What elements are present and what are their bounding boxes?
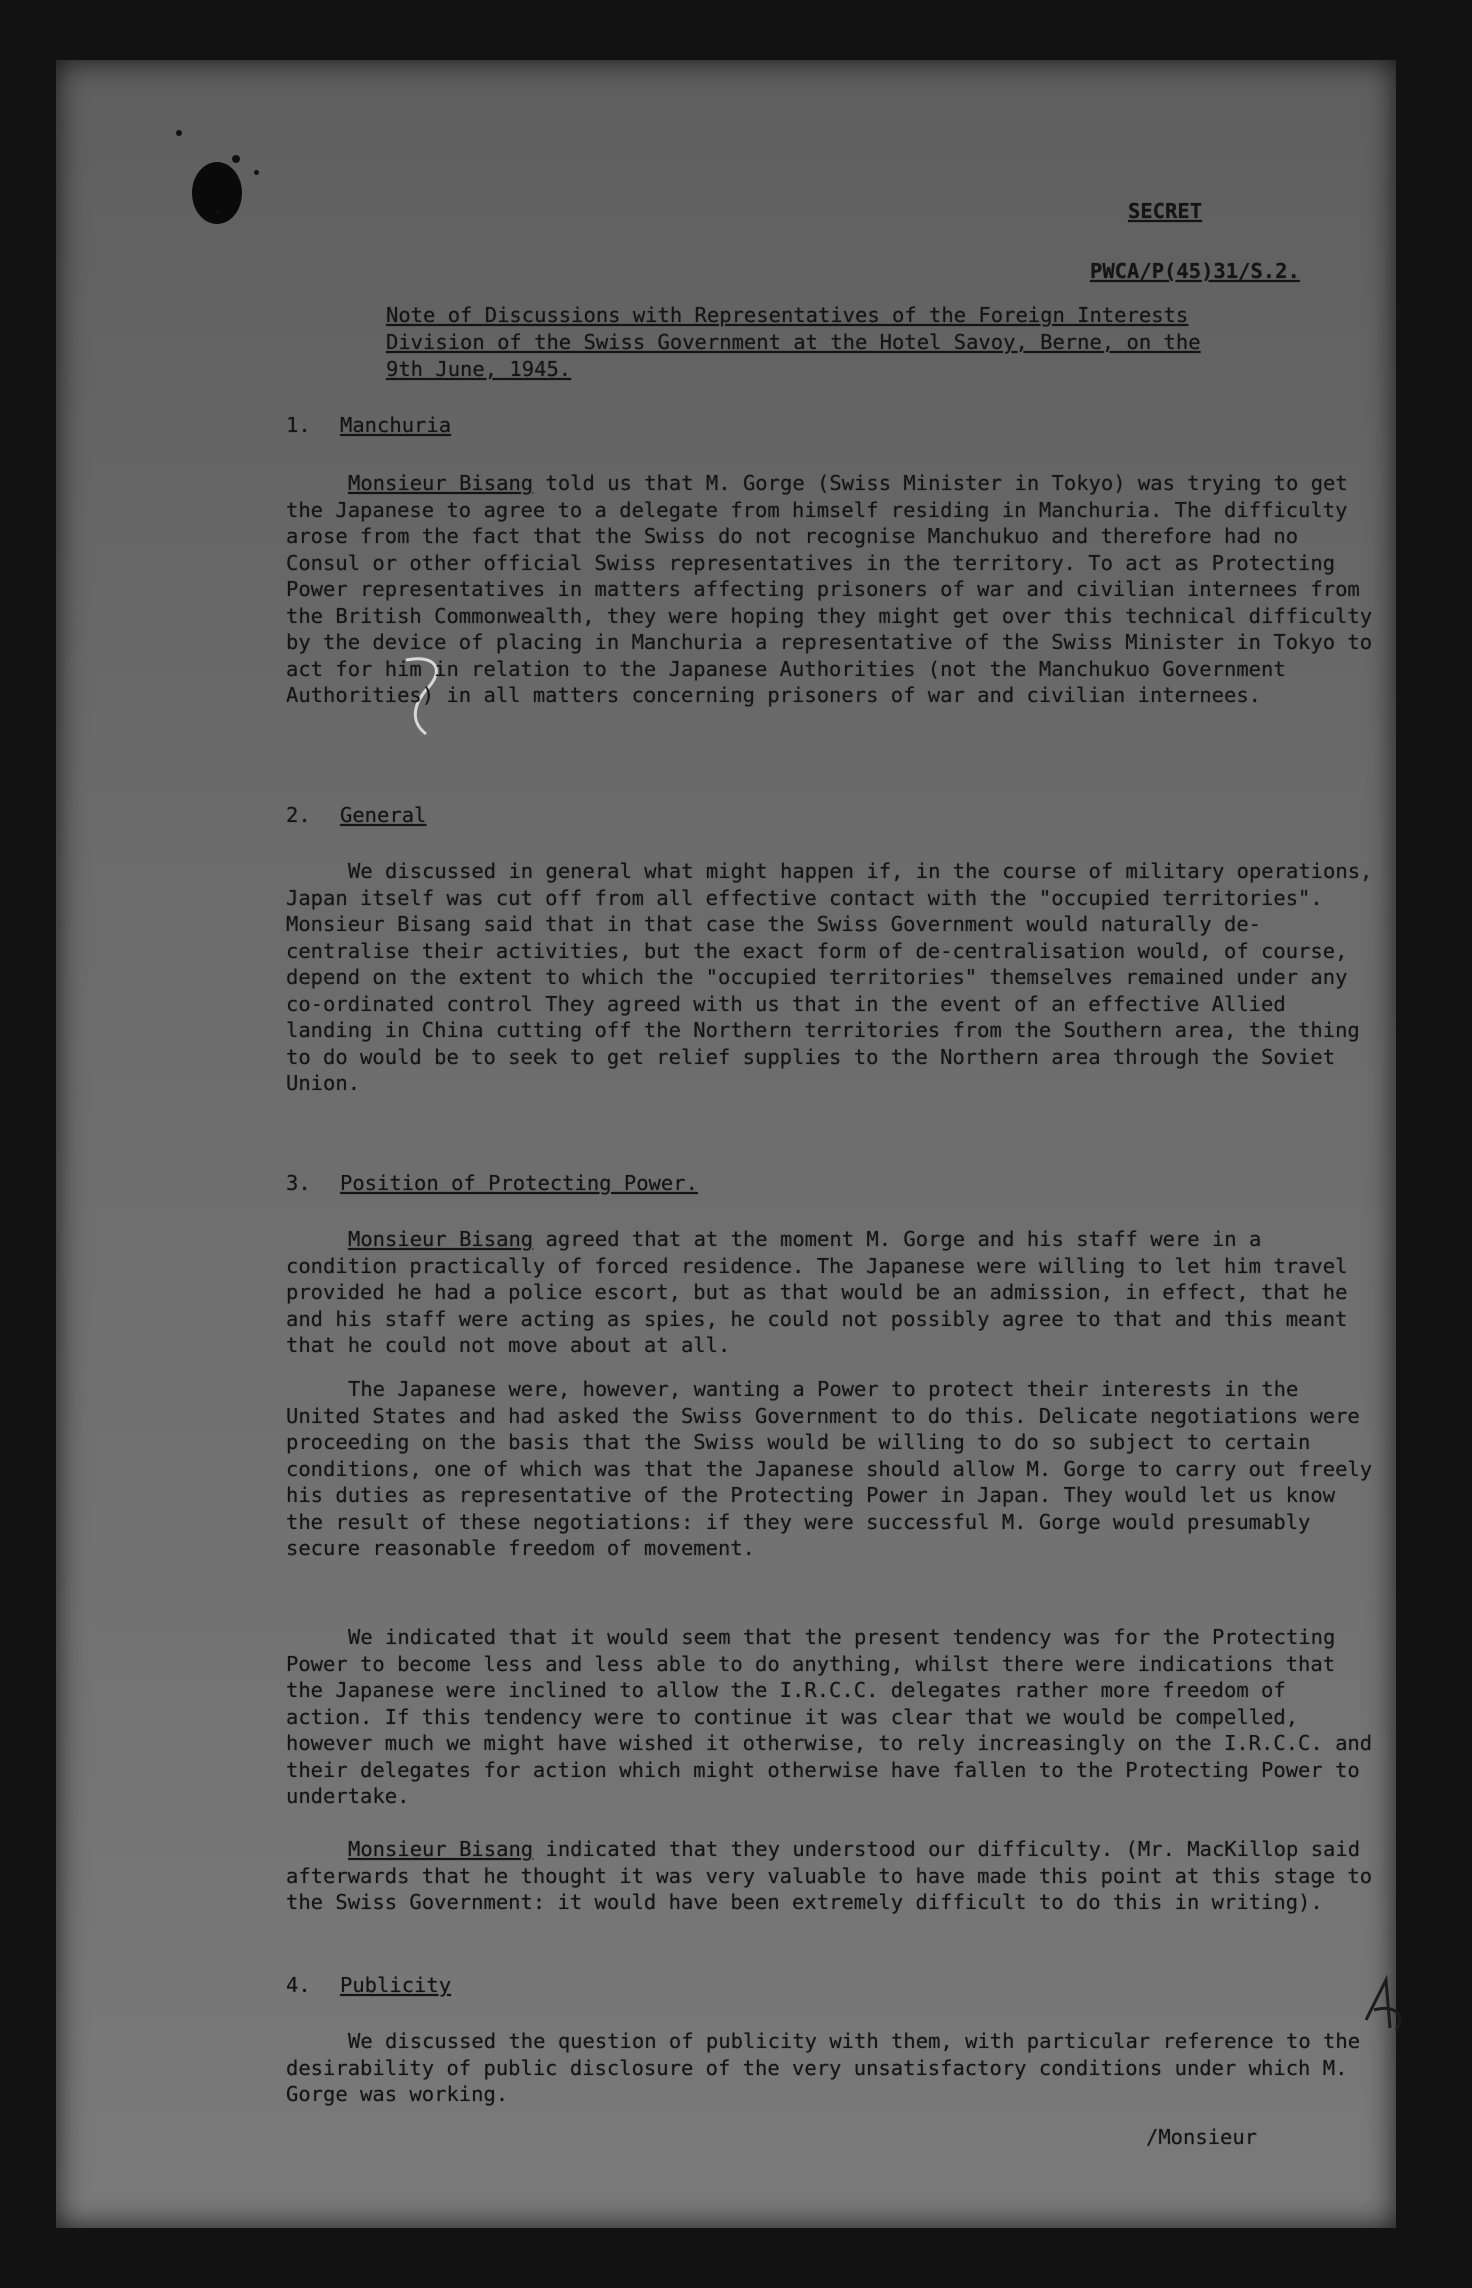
paragraph	[286, 1624, 1376, 1810]
paragraph-text: We indicated that it would seem that the present tendency was for the Protecting Power to become less and less able to do anything, whilst there were indications that the Japanese were inclined to allow the I.R.C.C. delegates rather more freedom of action. If this tendency were to continue it was clear that we would be compelled, however much we might have wished it otherwise, to rely increasingly on the I.R.C.C. and their delegates for action which might otherwise have fallen to the Protecting Power to undertake.	[286, 1625, 1373, 1808]
section-title: Position of Protecting Power.	[340, 1171, 698, 1195]
speck	[216, 210, 220, 214]
section-number: 2.	[286, 803, 311, 827]
paragraph-text: agreed that at the moment M. Gorge and his staff were in a condition practically of forced residence. The Japanese were willing to let him travel provided he had a police escort, but as that would be an admission, in effect, that he and his staff were acting as spies, he could not possibly agree to that and this meant that he could not move about at all.	[286, 1227, 1348, 1357]
paragraph-lead: Monsieur Bisang	[348, 1227, 534, 1251]
paragraph-text: told us that M. Gorge (Swiss Minister in Tokyo) was trying to get the Japanese to agree to a delegate from himself residing in Manchuria. The difficulty arose from the fact that the Swiss do not recognise Manchukuo and therefore had no Consul or other official Swiss representatives in the territory. To act as Protecting Power representatives in matters affecting prisoners of war and civilian internees from the British Commonwealth, they were hoping they might get over this technical difficulty by the device of placing in Manchuria a representative of the Swiss Minister in Tokyo to act for him in relation to the Japanese Authorities (not the Manchukuo Government Authorities) in all matters concerning prisoners of war and civilian internees.	[286, 471, 1373, 707]
paragraph	[286, 1836, 1376, 1916]
document-page	[56, 60, 1396, 2228]
ink-blot	[192, 162, 242, 224]
section-number: 1.	[286, 413, 311, 437]
section-number: 4.	[286, 1973, 311, 1997]
paragraph	[286, 2028, 1376, 2108]
section-heading	[286, 1972, 451, 1999]
paragraph-text: The Japanese were, however, wanting a Power to protect their interests in the United States and had asked the Swiss Government to do this. Delicate negotiations were proceeding on the basis that the Swiss would be willing to do so subject to certain conditions, one of which was that the Japanese should allow M. Gorge to carry out freely his duties as representative of the Protecting Power in Japan. They would let us know the result of these negotiations: if they were successful M. Gorge would presumably secure reasonable freedom of movement.	[286, 1377, 1373, 1560]
classification-mark: SECRET	[1128, 199, 1203, 223]
paragraph-lead: Monsieur Bisang	[348, 471, 534, 495]
section-title: General	[340, 803, 427, 827]
section-number: 3.	[286, 1171, 311, 1195]
section-heading	[286, 412, 451, 439]
paragraph-text: We discussed in general what might happen if, in the course of military operations, Japan itself was cut off from all effective contact with the "occupied territories". Monsieur Bisang said that in that case the Swiss Government would naturally de-centralise their activities, but the exact form of de-centralisation would, of course, depend on the extent to which the "occupied territories" themselves remained under any co-ordinated control They agreed with us that in the event of an effective Allied landing in China cutting off the Northern territories from the Southern area, the thing to do would be to seek to get relief supplies to the Northern area through the Soviet Union.	[286, 859, 1373, 1095]
paragraph	[286, 1226, 1376, 1359]
section-heading	[286, 1170, 698, 1197]
catchword: /Monsieur	[1146, 2125, 1258, 2149]
section-title: Manchuria	[340, 413, 452, 437]
paragraph	[286, 470, 1376, 709]
section-heading	[286, 802, 426, 829]
paragraph-lead: Monsieur Bisang	[348, 1837, 534, 1861]
speck	[176, 130, 182, 136]
paragraph-text: indicated that they understood our difficulty. (Mr. MacKillop said afterwards that he thought it was very valuable to have made this point at this stage to the Swiss Government: it would have been extremely difficult to do this in writing).	[286, 1837, 1373, 1914]
paragraph	[286, 858, 1376, 1097]
document-title: Note of Discussions with Representatives of the Foreign Interests Division of the Swiss Government at the Hotel Savoy, Berne, on the 9th June, 1945.	[386, 303, 1201, 381]
paragraph-text: We discussed the question of publicity with them, with particular reference to the desirability of public disclosure of the very unsatisfactory conditions under which M. Gorge was working.	[286, 2029, 1361, 2106]
speck	[232, 155, 240, 163]
section-title: Publicity	[340, 1973, 452, 1997]
speck	[254, 170, 259, 175]
paragraph	[286, 1376, 1376, 1562]
reference-number: PWCA/P(45)31/S.2.	[1090, 259, 1300, 283]
